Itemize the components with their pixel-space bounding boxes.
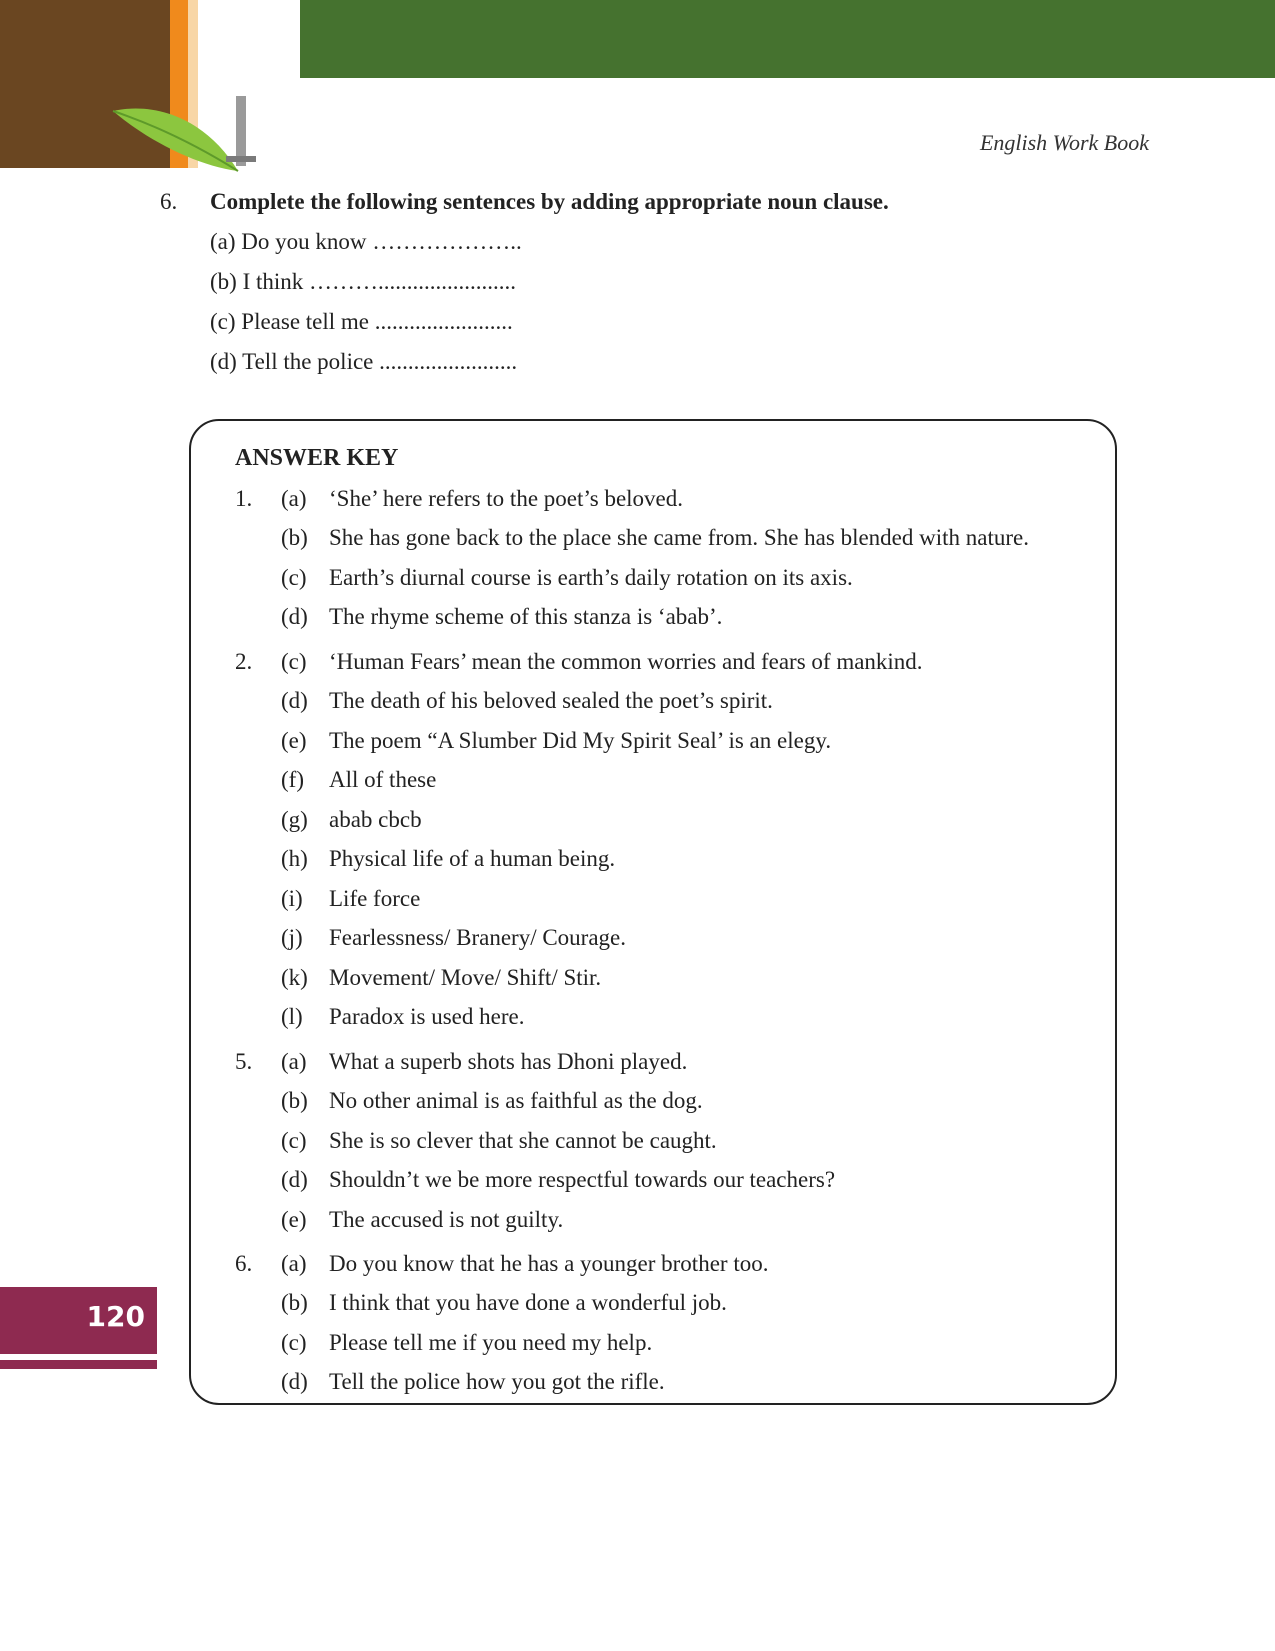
answer-row [235, 598, 1095, 638]
answer-row [235, 642, 1095, 682]
answer-row [235, 1244, 1095, 1284]
page-number: 120 [86, 1300, 145, 1333]
answer-row [235, 840, 1095, 880]
answer-group-1 [235, 479, 1095, 637]
answer-letter: (k) [281, 964, 308, 990]
answer-row [235, 1323, 1095, 1363]
answer-group-number: 6. [235, 1250, 253, 1276]
answer-text: The poem “A Slumber Did My Spirit Seal’ is an elegy. [329, 727, 832, 753]
answer-letter: (b) [281, 1088, 308, 1114]
answer-text: Earth’s diurnal course is earth’s daily rotation on its axis. [329, 564, 853, 590]
answer-letter: (g) [281, 806, 308, 832]
answer-text: She has gone back to the place she came from. She has blended with nature. [329, 525, 1029, 551]
answer-row [235, 682, 1095, 722]
answer-row [235, 721, 1095, 761]
answer-row [235, 479, 1095, 519]
answer-row [235, 1200, 1095, 1240]
answer-text: Life force [329, 885, 421, 911]
answer-letter: (l) [281, 1004, 303, 1030]
answer-letter: (d) [281, 1167, 308, 1193]
answer-text: ‘She’ here refers to the poet’s beloved. [329, 485, 684, 511]
answer-letter: (f) [281, 767, 304, 793]
answer-letter: (d) [281, 688, 308, 714]
answer-letter: (c) [281, 648, 307, 674]
answer-text: Paradox is used here. [329, 1004, 525, 1030]
answer-letter: (a) [281, 1250, 307, 1276]
answer-letter: (a) [281, 1048, 307, 1074]
answer-row [235, 1284, 1095, 1324]
answer-row [235, 1363, 1095, 1403]
question-heading [160, 189, 1160, 215]
answer-row [235, 519, 1095, 559]
answer-letter: (e) [281, 1206, 307, 1232]
book-title: English Work Book [979, 130, 1149, 155]
answer-row [235, 1042, 1095, 1082]
answer-row [235, 800, 1095, 840]
leaf-decoration [108, 96, 288, 176]
answer-text: No other animal is as faithful as the dog. [329, 1088, 703, 1114]
answer-group-5 [235, 1042, 1095, 1240]
question-item: (d) Tell the police ........................ [210, 349, 518, 374]
answer-group-number: 5. [235, 1048, 253, 1074]
answer-key-title: ANSWER KEY [235, 445, 399, 471]
answer-group-number: 2. [235, 648, 253, 674]
answer-text: She is so clever that she cannot be caught. [329, 1127, 717, 1153]
answer-row [235, 919, 1095, 959]
header-green-band [300, 0, 1275, 78]
answer-row [235, 958, 1095, 998]
answer-text: Movement/ Move/ Shift/ Stir. [329, 964, 602, 990]
answer-letter: (e) [281, 727, 307, 753]
answer-text: The accused is not guilty. [329, 1206, 564, 1232]
answer-letter: (b) [281, 525, 308, 551]
answer-text: Physical life of a human being. [329, 846, 616, 872]
answer-letter: (d) [281, 1369, 308, 1395]
answer-text: Tell the police how you got the rifle. [329, 1369, 665, 1395]
answer-text: abab cbcb [329, 806, 422, 832]
answer-text: Do you know that he has a younger brother too. [329, 1250, 769, 1276]
answer-letter: (h) [281, 846, 308, 872]
question-item: (a) Do you know ……………….. [210, 229, 522, 254]
question-6 [160, 189, 1160, 375]
answer-row [235, 879, 1095, 919]
answer-row [235, 998, 1095, 1038]
answer-letter: (c) [281, 564, 307, 590]
question-item: (c) Please tell me ........................ [210, 309, 513, 334]
question-item: (b) I think ………........................ [210, 269, 517, 294]
page-tab-underline [0, 1360, 157, 1369]
answer-text: Shouldn’t we be more respectful towards our teachers? [329, 1167, 836, 1193]
answer-letter: (j) [281, 925, 303, 951]
answer-row [235, 1082, 1095, 1122]
answer-text: The death of his beloved sealed the poet’s spirit. [329, 688, 773, 714]
answer-text: All of these [329, 767, 437, 793]
answer-letter: (b) [281, 1290, 308, 1316]
answer-text: ‘Human Fears’ mean the common worries and fears of mankind. [329, 648, 923, 674]
page-number-tab [0, 1287, 157, 1354]
answer-text: Fearlessness/ Branery/ Courage. [329, 925, 627, 951]
answer-key-box [189, 419, 1117, 1405]
answer-row [235, 1161, 1095, 1201]
answer-letter: (c) [281, 1329, 307, 1355]
answer-text: The rhyme scheme of this stanza is ‘abab’. [329, 604, 723, 630]
answer-group-6 [235, 1244, 1095, 1402]
answer-row [235, 761, 1095, 801]
answer-text: What a superb shots has Dhoni played. [329, 1048, 688, 1074]
answer-text: I think that you have done a wonderful job. [329, 1290, 727, 1316]
answer-row [235, 558, 1095, 598]
answer-letter: (a) [281, 485, 307, 511]
answer-group-2 [235, 642, 1095, 1037]
answer-letter: (i) [281, 885, 303, 911]
answer-text: Please tell me if you need my help. [329, 1329, 653, 1355]
answer-row [235, 1121, 1095, 1161]
answer-group-number: 1. [235, 485, 253, 511]
answer-letter: (c) [281, 1127, 307, 1153]
question-title: Complete the following sentences by adding appropriate noun clause. [210, 189, 889, 214]
question-number: 6. [160, 189, 178, 214]
answer-letter: (d) [281, 604, 308, 630]
